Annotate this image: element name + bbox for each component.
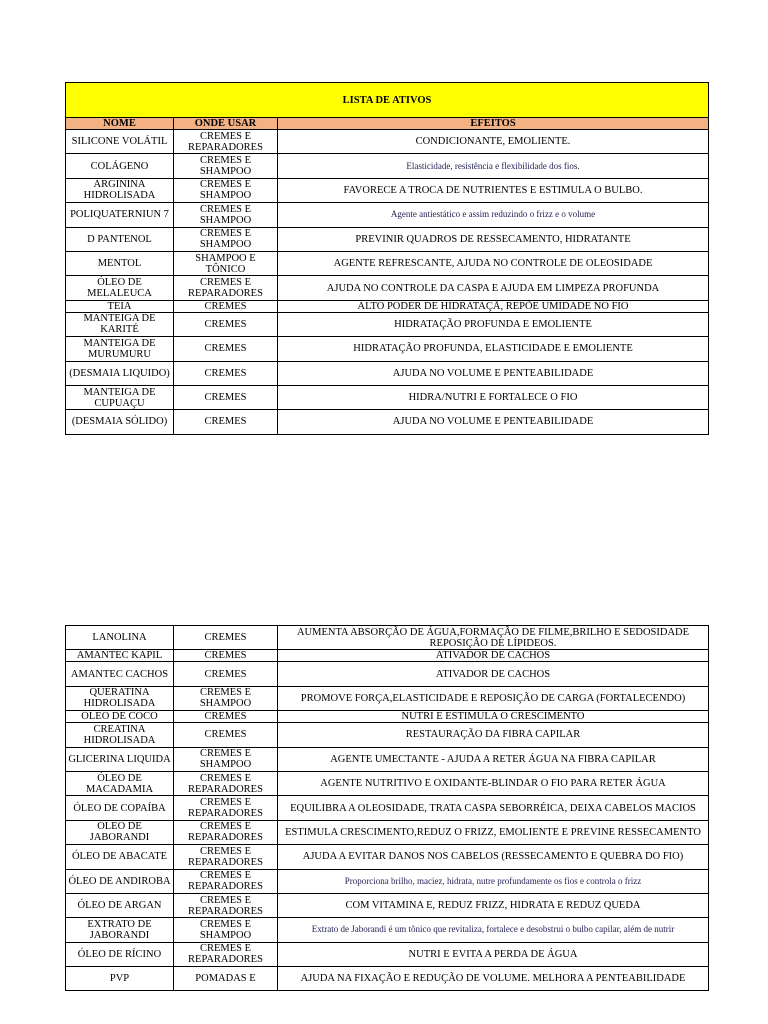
table-header-row xyxy=(66,118,709,130)
cell-efeito: COM VITAMINA E, REDUZ FRIZZ, HIDRATA E REDUZ QUEDA xyxy=(278,893,709,917)
cell-onde-usar: CREMES xyxy=(174,385,278,409)
table-row xyxy=(66,154,709,178)
cell-efeito: PROMOVE FORÇA,ELASTICIDADE E REPOSIÇÃO DE CARGA (FORTALECENDO) xyxy=(278,686,709,710)
cell-efeito: ESTIMULA CRESCIMENTO,REDUZ O FRIZZ, EMOLIENTE E PREVINE RESSECAMENTO xyxy=(278,820,709,844)
cell-efeito: FAVORECE A TROCA DE NUTRIENTES E ESTIMULA O BULBO. xyxy=(278,178,709,202)
table-row xyxy=(66,312,709,336)
cell-efeito: ATIVADOR DE CACHOS xyxy=(278,650,709,662)
cell-nome: MANTEIGA DE KARITÉ xyxy=(66,312,174,336)
cell-nome: ÓLEO DE ANDIROBA xyxy=(66,869,174,893)
cell-efeito: RESTAURAÇÃO DA FIBRA CAPILAR xyxy=(278,723,709,747)
cell-onde-usar: CREMES xyxy=(174,711,278,723)
cell-onde-usar: CREMES E REPARADORES xyxy=(174,942,278,966)
table-row xyxy=(66,300,709,312)
cell-onde-usar: CREMES E SHAMPOO xyxy=(174,227,278,251)
cell-nome: EXTRATO DE JABORANDI xyxy=(66,918,174,942)
cell-efeito: AJUDA A EVITAR DANOS NOS CABELOS (RESSECAMENTO E QUEBRA DO FIO) xyxy=(278,845,709,869)
cell-onde-usar: CREMES xyxy=(174,337,278,361)
table-row xyxy=(66,650,709,662)
table-row xyxy=(66,893,709,917)
cell-efeito: Extrato de Jaborandi é um tônico que revitaliza, fortalece e desobstrui o bulbo capilar, além de nutrir xyxy=(278,918,709,942)
table-row xyxy=(66,869,709,893)
table-title: LISTA DE ATIVOS xyxy=(66,83,709,118)
cell-onde-usar: SHAMPOO E TÔNICO xyxy=(174,251,278,275)
cell-efeito: AJUDA NO VOLUME E PENTEABILIDADE xyxy=(278,410,709,434)
cell-onde-usar: CREMES xyxy=(174,300,278,312)
cell-nome: (DESMAIA SÓLIDO) xyxy=(66,410,174,434)
table-row xyxy=(66,918,709,942)
table-row xyxy=(66,626,709,650)
cell-nome: POLIQUATERNIUN 7 xyxy=(66,203,174,227)
cell-efeito: Elasticidade, resistência e flexibilidade dos fios. xyxy=(278,154,709,178)
cell-efeito: AJUDA NO VOLUME E PENTEABILIDADE xyxy=(278,361,709,385)
cell-nome: ÓLEO DE ABACATE xyxy=(66,845,174,869)
table-row xyxy=(66,967,709,991)
cell-nome: ÓLEO DE COPAÍBA xyxy=(66,796,174,820)
table-row xyxy=(66,747,709,771)
cell-onde-usar: CREMES E REPARADORES xyxy=(174,820,278,844)
table-row xyxy=(66,686,709,710)
ativos-table-2 xyxy=(65,625,709,991)
table-row xyxy=(66,251,709,275)
cell-nome: ÓLEO DE MACADAMIA xyxy=(66,771,174,795)
header-efeitos: EFEITOS xyxy=(278,118,709,130)
cell-efeito: PREVINIR QUADROS DE RESSECAMENTO, HIDRATANTE xyxy=(278,227,709,251)
table-row xyxy=(66,227,709,251)
cell-nome: MENTOL xyxy=(66,251,174,275)
cell-nome: SILICONE VOLÁTIL xyxy=(66,130,174,154)
cell-efeito: ALTO PODER DE HIDRATAÇÃ, REPÕE UMIDADE NO FIO xyxy=(278,300,709,312)
cell-efeito: HIDRATAÇÃO PROFUNDA E EMOLIENTE xyxy=(278,312,709,336)
cell-onde-usar: CREMES xyxy=(174,410,278,434)
cell-efeito: AGENTE REFRESCANTE, AJUDA NO CONTROLE DE OLEOSIDADE xyxy=(278,251,709,275)
cell-onde-usar: CREMES E REPARADORES xyxy=(174,845,278,869)
table-row xyxy=(66,178,709,202)
table-row xyxy=(66,796,709,820)
cell-efeito: AUMENTA ABSORÇÃO DE ÁGUA,FORMAÇÃO DE FILME,BRILHO E SEDOSIDADE REPOSIÇÃO DE LÍPIDEOS. xyxy=(278,626,709,650)
cell-efeito: HIDRA/NUTRI E FORTALECE O FIO xyxy=(278,385,709,409)
table-row xyxy=(66,845,709,869)
cell-onde-usar: CREMES E SHAMPOO xyxy=(174,747,278,771)
table-row xyxy=(66,820,709,844)
table-row xyxy=(66,361,709,385)
cell-nome: D PANTENOL xyxy=(66,227,174,251)
cell-efeito: NUTRI E ESTIMULA O CRESCIMENTO xyxy=(278,711,709,723)
cell-nome: MANTEIGA DE CUPUAÇU xyxy=(66,385,174,409)
table-row xyxy=(66,130,709,154)
cell-nome: PVP xyxy=(66,967,174,991)
table-row xyxy=(66,942,709,966)
table-row xyxy=(66,771,709,795)
cell-onde-usar: CREMES E REPARADORES xyxy=(174,276,278,300)
cell-nome: CREATINA HIDROLISADA xyxy=(66,723,174,747)
cell-nome: COLÁGENO xyxy=(66,154,174,178)
cell-onde-usar: CREMES xyxy=(174,626,278,650)
table-row xyxy=(66,410,709,434)
cell-efeito: AGENTE NUTRITIVO E OXIDANTE-BLINDAR O FIO PARA RETER ÁGUA xyxy=(278,771,709,795)
cell-efeito: CONDICIONANTE, EMOLIENTE. xyxy=(278,130,709,154)
cell-onde-usar: CREMES E SHAMPOO xyxy=(174,178,278,202)
cell-nome: GLICERINA LIQUIDA xyxy=(66,747,174,771)
cell-nome: ÓLEO DE RÍCINO xyxy=(66,942,174,966)
cell-onde-usar: CREMES E SHAMPOO xyxy=(174,203,278,227)
cell-nome: (DESMAIA LIQUIDO) xyxy=(66,361,174,385)
table-row xyxy=(66,711,709,723)
cell-onde-usar: CREMES E REPARADORES xyxy=(174,869,278,893)
header-onde-usar: ONDE USAR xyxy=(174,118,278,130)
cell-onde-usar: CREMES E REPARADORES xyxy=(174,796,278,820)
cell-efeito: AJUDA NA FIXAÇÃO E REDUÇÃO DE VOLUME. MELHORA A PENTEABILIDADE xyxy=(278,967,709,991)
cell-nome: MANTEIGA DE MURUMURU xyxy=(66,337,174,361)
cell-efeito: Proporciona brilho, maciez, hidrata, nutre profundamente os fios e controla o frizz xyxy=(278,869,709,893)
cell-onde-usar: CREMES xyxy=(174,361,278,385)
table-row xyxy=(66,203,709,227)
cell-onde-usar: CREMES E REPARADORES xyxy=(174,130,278,154)
cell-onde-usar: CREMES E REPARADORES xyxy=(174,771,278,795)
header-nome: NOME xyxy=(66,118,174,130)
cell-onde-usar: CREMES xyxy=(174,312,278,336)
table-row xyxy=(66,385,709,409)
cell-efeito: AJUDA NO CONTROLE DA CASPA E AJUDA EM LIMPEZA PROFUNDA xyxy=(278,276,709,300)
cell-onde-usar: CREMES xyxy=(174,723,278,747)
ativos-table-1 xyxy=(65,82,709,435)
cell-nome: TEIA xyxy=(66,300,174,312)
table-row xyxy=(66,723,709,747)
cell-nome: ÓLEO DE COCO xyxy=(66,711,174,723)
cell-onde-usar: CREMES E SHAMPOO xyxy=(174,686,278,710)
cell-efeito: ATIVADOR DE CACHOS xyxy=(278,662,709,686)
cell-nome: QUERATINA HIDROLISADA xyxy=(66,686,174,710)
cell-onde-usar: CREMES E REPARADORES xyxy=(174,893,278,917)
cell-nome: AMANTEC KAPIL xyxy=(66,650,174,662)
cell-efeito: NUTRI E EVITA A PERDA DE ÁGUA xyxy=(278,942,709,966)
table-row xyxy=(66,337,709,361)
cell-nome: AMANTEC CACHOS xyxy=(66,662,174,686)
cell-onde-usar: CREMES xyxy=(174,662,278,686)
cell-onde-usar: CREMES E SHAMPOO xyxy=(174,154,278,178)
cell-nome: LANOLINA xyxy=(66,626,174,650)
cell-efeito: HIDRATAÇÃO PROFUNDA, ELASTICIDADE E EMOLIENTE xyxy=(278,337,709,361)
table-row xyxy=(66,662,709,686)
cell-efeito: AGENTE UMECTANTE - AJUDA A RETER ÁGUA NA FIBRA CAPILAR xyxy=(278,747,709,771)
cell-nome: ÓLEO DE JABORANDI xyxy=(66,820,174,844)
cell-onde-usar: POMADAS E xyxy=(174,967,278,991)
table-row xyxy=(66,276,709,300)
cell-nome: ÓLEO DE MELALEUCA xyxy=(66,276,174,300)
cell-nome: ÓLEO DE ARGAN xyxy=(66,893,174,917)
cell-nome: ARGININA HIDROLISADA xyxy=(66,178,174,202)
cell-efeito: EQUILIBRA A OLEOSIDADE, TRATA CASPA SEBORRÉICA, DEIXA CABELOS MACIOS xyxy=(278,796,709,820)
cell-onde-usar: CREMES E SHAMPOO xyxy=(174,918,278,942)
cell-efeito: Agente antiestático e assim reduzindo o frizz e o volume xyxy=(278,203,709,227)
cell-onde-usar: CREMES xyxy=(174,650,278,662)
